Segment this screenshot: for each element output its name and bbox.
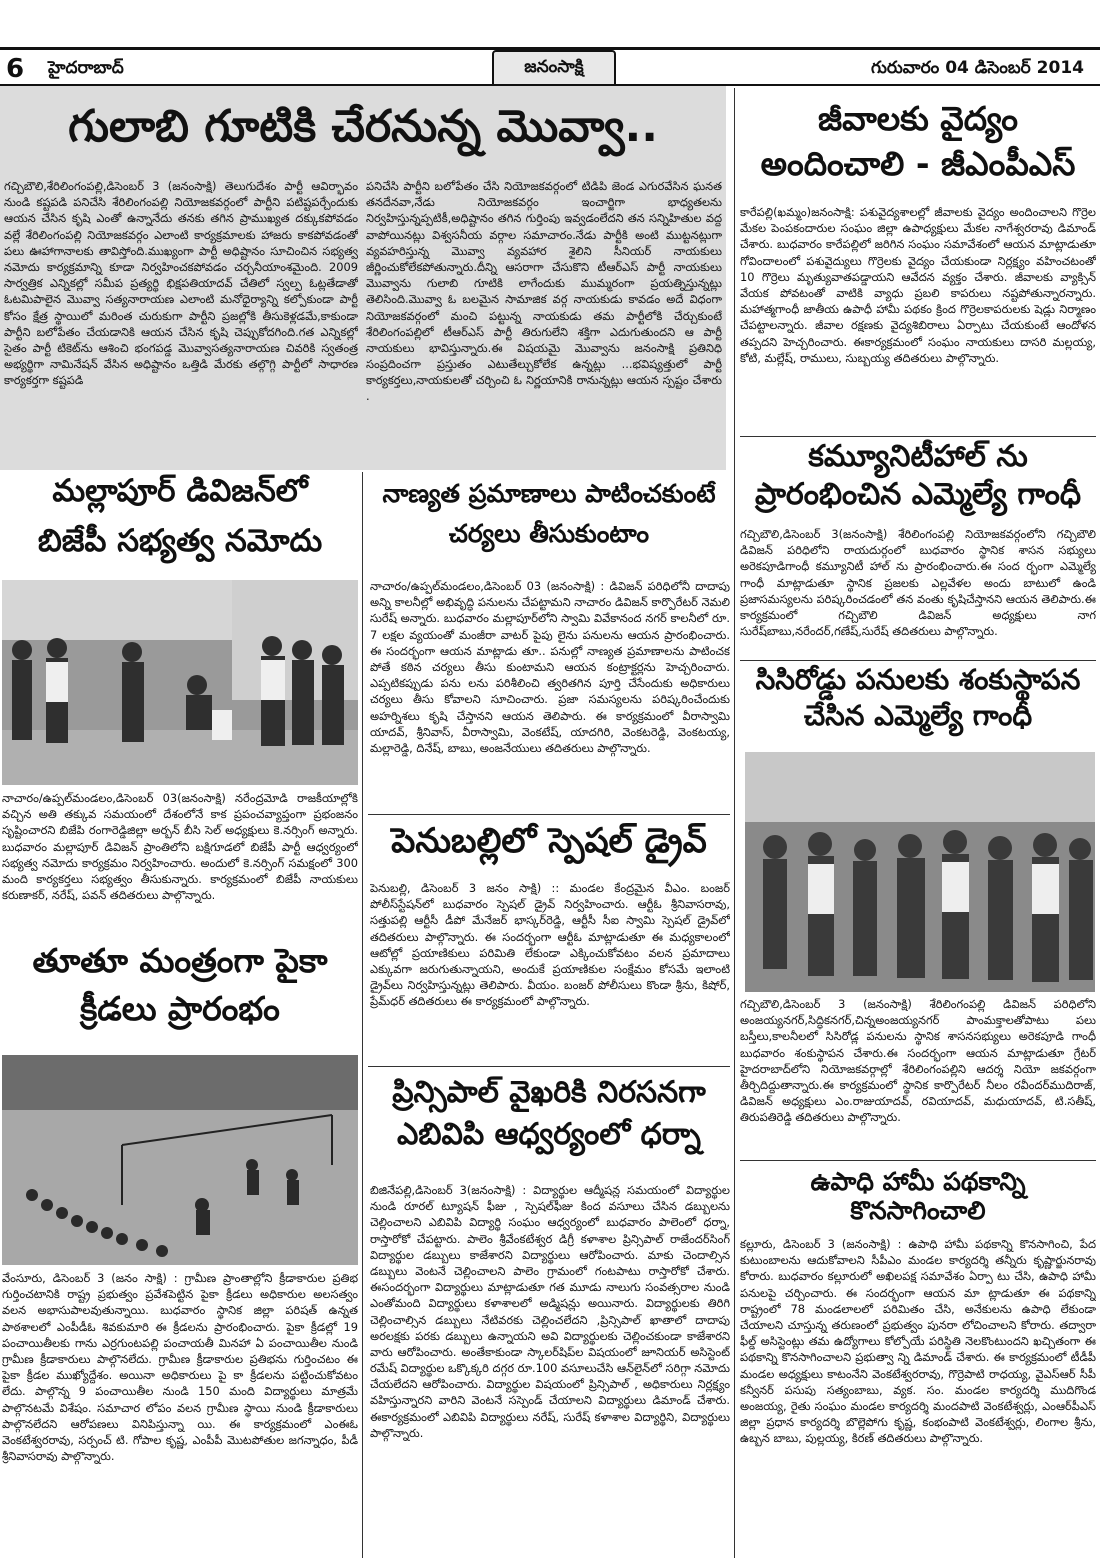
ccroad-photo bbox=[745, 752, 1095, 992]
mallapur-body: నాచారం/ఉప్పల్‌మండలం,డిసెంబర్ 03(జనంసాక్షి) నరేంద్రమోడి రాజకీయాల్లోకి వచ్చిన అతి తక్కువ సమయంలో దేశంలోనే కాక ప్రపంచవ్యాప్తంగా ప్రభంజనం సృష్టించారని బిజేపి రంగారెడ్డిజిల్లా అర్బన్ బీసి సెల్ అధ్యక్షులు కె.నర్సింగ్ అన్నారు. బుధవారం మల్లాపూర్ డివిజన్ ప్రాంతిలోని బక్షిగూడలో బిజేపీ పార్టీ ఆధ్వర్యంలో సభ్యత్వ నమోదు కార్యక్రమం నిర్వహించారు. అందులో కె.నర్సింగ్ సమక్షంలో 300 మంది కార్యకర్తలు సభ్యత్వం తీసుకున్నారు. కార్యక్రమంలో బిజేపీ నాయకులు కరుణాకర్, నరేష్, పవన్ తదితరులు పాల్గొన్నారు. bbox=[2, 791, 358, 903]
page-number: 6 bbox=[6, 54, 25, 84]
ccroad-headline-1: సిసిరోడ్డు పనులకు శంకుస్థాపన bbox=[755, 663, 1081, 696]
ccroad-photo-graphic bbox=[745, 752, 1095, 992]
mallapur-headline-2: బిజేపీ సభ్యత్వ నమోదు bbox=[37, 523, 323, 559]
rule bbox=[368, 814, 730, 815]
ccroad-body: గచ్చిబౌలి,డిసెంబర్ 3 (జనంసాక్షి) శేరిలింగంపల్లి డివిజన్ పరిధిలోని అంజయ్యనగర్,సిద్ధికనగర్,చిన్నఅంజయ్యనగర్ పాంమక్తాలతోపాటు పలు బస్తీలు,కాలనీలలో సిసిరోడ్ల పనులను స్థానిక శాసనసభ్యులు అరెకపూడి గాంధీ బుధవారం శంకుస్థాపన చేశారు.ఈ సందర్భంగా ఆయన మాట్లాడుతూ గ్రేటర్ హైదరాబాద్‌లోని నియోజకవర్గాల్లో శేరిలింగంపల్లిని ఆదర్శ నియో జకవర్గంగా తీర్చిదిద్దుతాన్నారు.ఈ కార్యక్రమంలో స్థానిక కార్పొరేటర్ నీలం రవీందర్‌ముదిరాజ్, డివిజన్ అధ్యక్షులు ఎం.రాజుయాదవ్, రవియాదవ్, మధుయాదవ్, టి.సతీష్, తిరుపతిరెడ్డి తదితరులు పాల్గొన్నారు. bbox=[740, 997, 1096, 1125]
header-city: హైదరాబాద్ bbox=[48, 58, 124, 78]
upadhi-body: కల్లూరు, డిసెంబర్ 3 (జనంసాక్షి) : ఉపాధి హామీ పథకాన్ని కొనసాగించి, పేద కుటుంబాలను ఆదుకోవాలని సీపీఎం మండల కార్యదర్శి తన్నీరు కృష్ణార్జునరావు కోరారు. బుధవారం కల్లూరులో అఖిలపక్ష సమావేశం ఏర్పా టు చేసి, ఉపాధి హామీ పనులపై చర్చించారు. ఈ సందర్భంగా ఆయన మా ట్లాడుతూ ఈ పథకాన్ని రాష్ట్రంలో 78 మండలాలలో పరిమితం చేసి, అనేకులను ఉపాధి లేకుండా చేయాలని చూస్తున్న తరుణంలో ప్రభుత్వం పునరా లోచించాలని కోరారు. తద్వారా ఫీల్డ్ అసిస్టెంట్లు తమ ఉద్యోగాలు కోల్పోయే పరిస్థితి నెలకొంటుందని ఖచ్చితంగా ఈ పథకాన్ని కొనసాగించాలని ప్రభుత్వా న్ని డిమాండ్ చేశారు. ఈ కార్యక్రమంలో టీడీపీ మండల అధ్యక్షులు కాటంనేని వెంకటేశ్వరరావు, గొర్రెపాటి రాధయ్య, వైఎస్ఆర్ సీపీ కన్వీనర్ పసుపు సత్యంబాబు, వ్యక. సం. మండల కార్యదర్శి ముదిగొండ అంజయ్య, రైతు సంఘం మండల కార్యదర్శి మందపాటి వెంకటేశ్వర్లు, ఎంఆర్‌పీఎస్ జిల్లా ప్రధాన కార్యదర్శి బొల్లెపోగు కృష్ణ, కంభంపాటి వెంకటేశ్వర్లు, లింగాల శ్రీను, ఉబ్బన బాబు, పుల్లయ్య, కిరణ్ తదితరులు పాల్గొన్నారు. bbox=[740, 1237, 1096, 1446]
mallapur-headline-1: మల్లాపూర్ డివిజన్‌లో bbox=[52, 473, 308, 509]
mallapur-photo bbox=[2, 580, 358, 785]
principal-headline-2: ఎబివిపి ఆధ్వర్యంలో ధర్నా bbox=[397, 1117, 701, 1152]
principal-body: బిజినేపల్లి,డిసెంబర్ 3(జనంసాక్షి) : విద్యార్థుల ఆద్మీషన్ల సమయంలో విద్యార్థుల నుండి రూరల్ ట్యూషన్ ఫీజు , స్పెషల్‌ఫీజు కింద వసూలు చేసిన డబ్బులను చెల్లించాలని ఎబివిపి విద్యార్థి సంఘం ఆధ్వర్యంలో బుధవారం పాలెంలో ధర్నా, రాస్తారోకో చేపట్టారు. పాలెం శ్రీవేంకటేశ్వర డిగ్రీ కళాశాల ప్రిన్సిపాల్ రాజేందర్‌సింగ్ విద్యార్థుల డబ్బులు కాజేశారని విద్యార్థులు ఆరోపించారు. మాకు చెందాల్సిన డబ్బులు వెంటనే చెల్లించాలని పాలెం గ్రామంలో గంటపాటు రాస్తారోకో చేశారు. ఈసందర్భంగా విద్యార్థులు మాట్లాడుతూ గత మూడు నాలుగు సంవత్సరాల నుండి ఎంతోమంది విద్యార్థులు కళాశాలలో అడ్మిషన్లు అయినారు. విద్యార్థులకు తిరిగి చెల్లించాల్సిన డబ్బులు నేటివరకు చెల్లించలేదని ,ప్రిన్సిపాల్ ఖాతాలో దాదాపు అరలక్షకు పరకు డబ్బులు ఉన్నాయని అవి విద్యార్థులకు చెల్లించకుండా కాజేశారని వారు ఆరోపించారు. అంతేకాకుండా స్కాలర్‌షిప్‌ల విషయంలో జూనియర్ అసిస్టెంట్ రమేష్ విద్యార్థుల ఒక్కొక్కరి దగ్గర రూ.100 వసూలుచేసి ఆన్‌లైన్‌లో సరిగ్గా నమోదు చేయలేదని ఆరోపించారు. విద్యార్థుల విషయంలో ప్రిన్సిపాల్ , అధికారులు నిర్లక్ష్యం వహిస్తున్నారని వారిని వెంటనే సస్పెండ్ చేయాలని విద్యార్థులు డిమాండ్ చేశారు. ఈకార్యక్రమంలో ఎబివిపి విద్యార్థులు నరేష్, సురేష్ కళాశాల విద్యార్థిని, విద్యార్థులు పాల్గొన్నారు. bbox=[370, 1183, 730, 1440]
thootu-headline-1: తూతూ మంత్రంగా పైకా bbox=[32, 941, 328, 980]
ccroad-headline-2: చేసిన ఎమ్మెల్యే గాంధీ bbox=[803, 699, 1033, 732]
nanyatha-headline-1: నాణ్యత ప్రమాణాలు పాటించకుంటే bbox=[382, 479, 716, 508]
community-body: గచ్చిబౌలి,డిసెంబర్ 3(జనంసాక్షి) శేరిలింగంపల్లి నియోజకవర్గంలోని గచ్చిబౌలి డివిజన్ పరిధిలోని రాయదుర్గంలో బుధవారం స్థానిక శాసన సభ్యులు అరెకపూడిగాంధీ కమ్యూనిటీ హాల్ ను ప్రారంభించారు.ఈ సంద ర్భంగా ఎమ్మెల్యే గాంధీ మాట్లాడుతూ స్థానిక ప్రజలకు ఎల్లవేళల అందు బాటులో ఉండి ప్రజాసమస్యలను పరిష్కరించడంలో తన వంతు కృషిచేస్తానని ఆయన తెలిపారు.ఈ కార్యక్రమంలో గచ్చిబౌలి డివిజన్ అధ్యక్షులు నాగ సురేష్‌బాబు,నరేందర్,గణేష్,సురేష్ తదితరులు పాల్గొన్నారు. bbox=[740, 527, 1096, 639]
rule bbox=[740, 436, 1096, 437]
rule bbox=[368, 1066, 730, 1067]
thootu-body: వేంసూరు, డిసెంబర్ 3 (జనం సాక్షి) : గ్రామీణ ప్రాంతాల్లోని క్రీడాకారుల ప్రతిభ గుర్తించటానికి రాష్ట్ర ప్రభుత్వం ప్రవేశపెట్టిన పైకా క్రీడలు అధికారుల అలసత్వం వలన అభాసుపాలవుతున్నాయి. బుధవారం స్థానిక జిల్లా పరిషత్ ఉన్నత పాఠశాలలో ఎంపీడీఓ శివకుమారి ఈ క్రీడలను ప్రారంభించారు. పైకా క్రీడల్లో 19 పంచాయితీలకు గాను ఎర్రగుంటపల్లి పంచాయతీ మినహా ఏ పంచాయితీల నుండి గ్రామీణ క్రీడాకారులు పాల్గొనలేదు. గ్రామీణ క్రీడాకారుల ప్రతిభను గుర్తించటం ఈ పైకా క్రీడల ముఖ్యోద్దేశం. అయినా అధికారులు పై కా క్రీడలను పట్టించుకోవటం లేదు. పాల్గొన్న 9 పంచాయితీల నుండి 150 మంది విద్యార్థులు మాత్రమే పాల్గొనటమే విశేషం. సమాచార లోపం వలన గ్రామీణ స్థాయి నుండి క్రీడాకారులు పాల్గొనలేదని ఆరోపణలు వినిపిస్తున్నా యి. ఈ కార్యక్రమంలో ఎంఈఓ వెంకటేశ్వరరావు, సర్పంచ్ టి. గోపాల కృష్ణ, ఎంపీపీ మొటపోతుల జగన్నాధం, పీడీ శ్రీనివాసరావు పాల్గొన్నారు. bbox=[2, 1271, 358, 1464]
logo-text: జనంసాక్షి bbox=[524, 57, 584, 77]
column-divider-right bbox=[734, 88, 735, 1558]
thootu-photo bbox=[2, 1055, 358, 1265]
lead-article-col2: పనిచేసి పార్టీని బలోపేతం చేసి నియోజకవర్గంలో టిడిపి జెండ ఎగురవేసిన ఘనత తనదేనవా,నేడు నియోజకవర్గం ఇంచార్జిగా భాధ్యతలను నిర్వహిస్తున్నప్పటికీ,అధిష్టానం తగిన గుర్తింపు ఇవ్వడంలేదని తన సన్నిహితుల వద్ద వాపోయినట్లు విశ్వసనీయ వర్గాల సమాచారం.నేడు పార్టీకి అంటి ముట్టనట్లుగా వ్యవహరిస్తున్న మొవ్వా వ్యవహార శైలిని సీనియర్ నాయకులు జీర్ణించుకోలేకపోతున్నారు.దీన్ని ఆసరాగా చేసుకొని టీఆర్ఎస్ పార్టీ నాయకులు మొవ్వాను గులాబి గూటికి లాగేందుకు ముమ్మరంగా ప్రయత్నిస్తున్నట్లు తెలిసింది.మొవ్వా ఓ బలమైన సామాజిక వర్గ నాయకుడు కావడం అదే విధంగా నియోజకవర్గంలో మంచి పట్టున్న నాయకుడు తమ పార్టీలోకి చేర్చుకుంటే శేరిలింగంపల్లిలో టీఆర్ఎస్ పార్టీ తిరుగులేని శక్తిగా ఎదుగుతుందని ఆ పార్టీ నాయకులు భావిస్తున్నారు.ఈ విషయమై మొవ్వాను జనంసాక్షి ప్రతినిధి సంప్రదించగా ప్రస్తుతం ఎటుతేల్చుకోలేక ఉన్నట్లు ...భవిష్యత్తులో పార్టీ కార్యకర్తలు,నాయకులతో చర్చించి ఓ నిర్ణయానికి రానున్నట్లు ఆయన స్పష్టం చేశారు . bbox=[366, 179, 722, 404]
community-headline-2: ప్రారంభించిన ఎమ్మెల్యే గాంధీ bbox=[754, 477, 1082, 512]
header-date: గురువారం 04 డిసెంబర్ 2014 bbox=[871, 58, 1084, 78]
jeevalu-headline-1: జీవాలకు వైద్యం bbox=[818, 99, 1018, 138]
nanyatha-body: నాచారం/ఉప్పల్‌మండలం,డిసెంబర్ 03 (జనంసాక్షి) : డివిజన్ పరిధిలోనీ దాదాపు అన్ని కాలనీల్లో అభివృద్ధి పనులను చేపట్టామని నాచారం డివిజన్ కార్పొరేటర్ నెమలి సురేష్ అన్నారు. బుధవారం మల్లాపూర్‌లోని స్వామి వివేకానంద నగర్ కాలనీలో రూ. 7 లక్షల వ్యయంతో మంజీరా వాటర్ పైపు లైను పనులను ఆయన ప్రారంభించారు. ఈ సందర్భంగా ఆయన మాట్లాడు తూ.. పనుల్లో నాణ్యత ప్రమాణాలను పాటించక పోతే కఠిన చర్యలు తీసు కుంటామని ఆయన కంట్రాక్టర్లను హెచ్చరించారు. ఎప్పటికప్పుడు పను లను పరిశీలించి త్వరితగిన పూర్తి చేసేందుకు అధికారులు చర్యలు తీసు కోవాలని సూచించారు. ప్రజా సమస్యలను పరిష్కరించేందుకు అహర్నిశలు కృషి చేస్తానని ఆయన తెలిపారు. ఈ కార్యక్రమంలో వీరాస్వామి యాదవ్, శ్రీనివాస్, వీరాస్వామి, వెంకటేష్, యాదగిరి, వెంకటరెడ్డి, వెంకటయ్య, మల్లారెడ్డి, దినేష్, బాబు, అంజనేయులు తదితరులు పాల్గొన్నారు. bbox=[370, 579, 730, 755]
column-divider-left bbox=[362, 472, 363, 1558]
rule bbox=[740, 1160, 1096, 1161]
newspaper-logo bbox=[492, 50, 616, 88]
jeevalu-headline-2: అందించాలి - జీఎంపీఎస్ bbox=[760, 144, 1076, 183]
lead-article-col1: గచ్చిబౌలి,శేరిలింగంపల్లి,డిసెంబర్ 3 (జనంసాక్షి) తెలుగుదేశం పార్టీ ఆవిర్భావం నుండి కష్టపడి పనిచేసి శేరిలింగంపల్లి నియోజకవర్గంలో పార్టీని పటిష్టపర్చేందుకు ఆయన చేసిన కృషి ఎంతో ఉన్నానేదు తనకు తగిన ప్రాముఖ్యత దక్కుకపోవడం వల్లే శేరిలింగంపల్లి నియోజకవర్గం ఎలాంటి కార్యక్రమాలకు హాజరు కాకపోవడంతో పలు ఊహాగానాలకు తావిస్తోంది.ముఖ్యంగా పార్టీ అధిష్టానం సూచించిన సభ్యత్వ నమోదు కార్యక్రమాన్ని కూడా నిర్వహించకపోవడం చర్చనీయాంశమైంది. 2009 సార్వత్రిక ఎన్నికల్లో సమీప ప్రత్యర్థి భిక్షపతియాదవ్ చేతిలో స్వల్ప ఓట్లతేడాతో ఓటమిపాలైన మొవ్వా సత్యనారాయణ ఎలాంటి మనోధైర్యాన్ని కల్పోకుండా పార్టీ కోసం క్షేత్ర స్థాయిలో మరింత చురుకుగా పార్టీని ప్రజల్లోకి తీసుకెళ్లడమే,కాకుండా పార్టీని బలోపేతం చేయడానికి ఆయన చేసిన కృషి చెప్పుకోదగింది.గత ఎన్నికల్లో సైతం పార్టీ టికెట్‌ను ఆశించి భంగపడ్డ మొవ్వాసత్యనారాయణ చివరికి స్వతంత్ర అభ్యర్థిగా నామినేషన్ వేసిన అధిష్టానం ఒత్తిడి మేరకు తల్గొగ్గి పార్టీలో సాధారణ కార్యకర్తగా కష్టపడి bbox=[4, 179, 358, 388]
nanyatha-headline-2: చర్యలు తీసుకుంటాం bbox=[448, 519, 650, 548]
jeevalu-body: కారేపల్లి(ఖమ్మం)జనంసాక్షి: పశువైద్యశాలల్లో జీవాలకు వైద్యం అందించాలని గొర్రెల మేకల పెంపకందారుల సంఘం జిల్లా ఉపాధ్యక్షులు మేకల నాగేశ్వరరావు డిమాండ్ చేశారు. బుధవారం కారేపల్లిలో జరిగిన సంఘం సమావేశంలో ఆయన మాట్లాడుతూ గోవిందాలంలో పశువైద్యులు గొర్రెలకు వైద్యం చేయకుండా నిర్లక్ష్యం వహించటంతో 10 గొర్రెలు మృత్యువాతపడ్డాయని ఆవేదన వ్యక్తం చేశారు. జీవాలకు వ్యాక్సిన్ వేయక పోవటంతో వాటికి వ్యాధు ప్రబలి కాపరులు నష్టపోతున్నారన్నారు. మహాత్మగాంధీ జాతీయ ఉపాధీ హామీ పథకం క్రింద గొర్రెలకాపరులకు షెడ్లు నిర్మాణం చేపట్టాలన్నారు. జీవాల రక్షణకు వైద్యశిబిరాలు ఏర్పాటు చేయకుంటే ఆందోళన తప్పదని హెచ్చరించారు. ఈకార్యక్రమంలో సంఘం నాయకులు దాసరి మల్లయ్య, కోటి, మల్లేష్, రాములు, సుబ్బయ్య తదితరులు పాల్గొన్నారు. bbox=[740, 205, 1096, 365]
thootu-photo-graphic bbox=[2, 1055, 358, 1265]
principal-headline-1: ప్రిన్సిపాల్ వైఖరికి నిరసనగా bbox=[392, 1075, 706, 1110]
penuballi-body: పెనుబల్లి, డిసెంబర్ 3 జనం సాక్షి) :: మండల కేంద్రమైన వీఎం. బంజర్ పోలీస్‌స్టేషన్‌లో బుధవారం స్పెషల్ డ్రైవ్ నిర్వహించారు. ఆర్టీఓ శ్రీనివాసరావు, సత్తుపల్లి ఆర్టీసీ డీపో మేనేజర్ భాస్కర్‌రెడ్డి, ఆర్టీసీ సీఐ స్వామి స్పెషల్ డ్రైవ్‌లో తదితరులు పాల్గొన్నారు. ఈ సందర్భంగా ఆర్టీఓ మాట్లాడుతూ ఈ మధ్యకాలంలో ఆటోల్లో ప్రయాణికులు పరిమితి లేకుండా ఎక్కించుకోవటం వలన ప్రమాదాలు ఎక్కువగా జరుగుతున్నాయని, అందుకే ప్రయాణికుల సంక్షేమం కోసమే ఇలాంటి డ్రైవ్‌లు నిర్వహిస్తున్నట్లు తెలిపారు. వీయం. బంజర్ పోలీసులు కొండా శ్రీను, కిషోర్, ప్రేమ్‌ధర్ తదితరులు ఈ కార్యక్రమంలో పాల్గొన్నారు. bbox=[370, 881, 730, 1009]
upadhi-headline: ఉపాధి హామీ పథకాన్ని కొనసాగించాలి bbox=[810, 1167, 1026, 1225]
community-headline-1: కమ్యూనిటీహాల్ ను bbox=[808, 439, 1028, 474]
penuballi-headline: పెనుబల్లిలో స్పెషల్ డ్రైవ్ bbox=[391, 821, 707, 861]
lead-headline: గులాబి గూటికి చేరనున్న మొవ్వా.. bbox=[68, 101, 658, 152]
thootu-headline-2: క్రీడలు ప్రారంభం bbox=[80, 989, 280, 1028]
mallapur-photo-graphic bbox=[2, 580, 358, 785]
rule bbox=[740, 660, 1096, 661]
